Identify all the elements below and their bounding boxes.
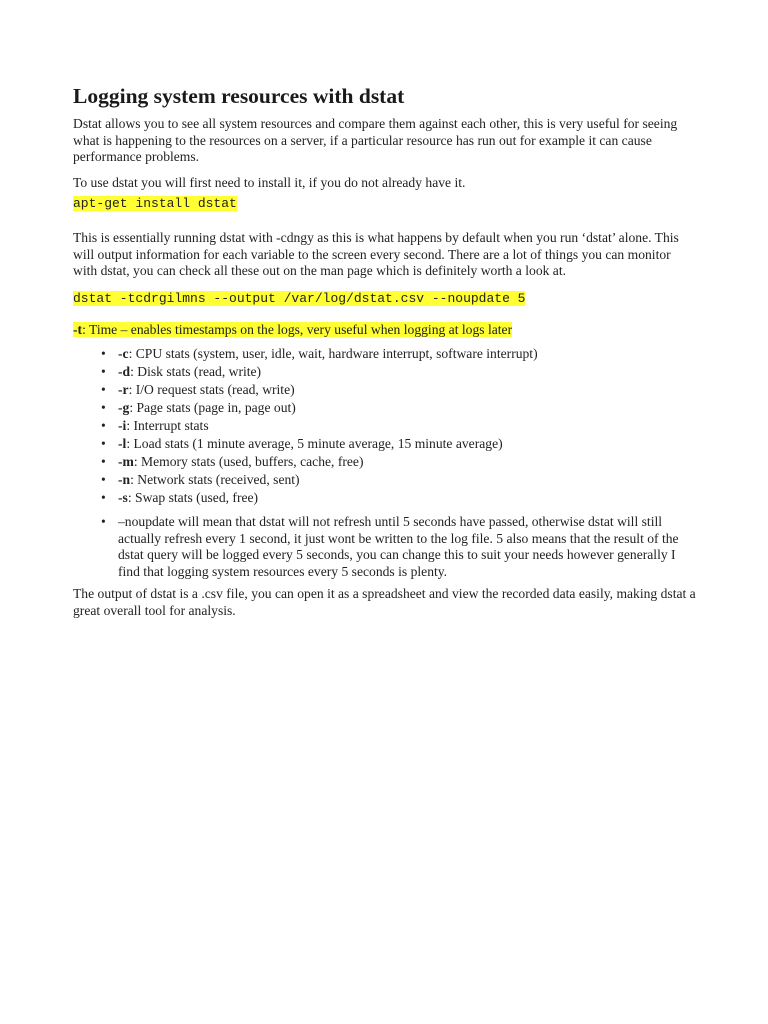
list-item	[73, 435, 698, 453]
option-flag: -c	[118, 346, 129, 361]
install-command	[73, 196, 698, 212]
option-desc: : Swap stats (used, free)	[127, 490, 259, 505]
option-desc: : Load stats (1 minute average, 5 minute average, 15 minute average)	[126, 436, 503, 451]
bullet-icon: •	[101, 490, 106, 505]
bullet-icon: •	[101, 382, 106, 397]
running-paragraph: This is essentially running dstat with -cdngy as this is what happens by default when you run ‘dstat’ alone. This will output information for each variable to the screen every second. There are a lot of things you can monitor with dstat, you can check all these out on the man page which is definitely worth a look at.	[73, 230, 679, 278]
list-item	[73, 514, 698, 580]
option-flag: -r	[118, 382, 129, 397]
bullet-icon: •	[101, 436, 106, 451]
bullet-icon: •	[101, 472, 106, 487]
document-page	[73, 82, 698, 619]
time-option-highlight	[73, 322, 512, 337]
noupdate-note: –noupdate will mean that dstat will not refresh until 5 seconds have passed, otherwise dstat will still actually refresh every 1 second, it just wont be written to the log file. 5 also means that the result of the dstat query will be logged every 5 seconds, you can change this to suit your needs however generally I find that logging system resources every 5 seconds is plenty.	[118, 514, 679, 579]
list-item	[73, 363, 698, 381]
output-paragraph: The output of dstat is a .csv file, you can open it as a spreadsheet and view the recorded data easily, making dstat a great overall tool for analysis.	[73, 586, 696, 618]
example-command	[73, 291, 698, 307]
option-desc: : Network stats (received, sent)	[130, 472, 300, 487]
example-command-text: dstat -tcdrgilmns --output /var/log/dstat.csv --noupdate 5	[73, 290, 526, 306]
option-flag: -n	[118, 472, 131, 487]
list-item	[73, 489, 698, 507]
option-desc: : I/O request stats (read, write)	[128, 382, 295, 397]
install-paragraph: To use dstat you will first need to install it, if you do not already have it.	[73, 174, 466, 190]
option-desc: : CPU stats (system, user, idle, wait, hardware interrupt, software interrupt)	[128, 346, 538, 361]
bullet-icon: •	[101, 346, 106, 361]
option-flag: -s	[118, 490, 128, 505]
bullet-icon: •	[101, 418, 106, 433]
intro-paragraph: Dstat allows you to see all system resources and compare them against each other, this is very useful for seeing what is happening to the resources on a server, if a particular resource has run out for example it can cause performance problems.	[73, 116, 678, 164]
list-item	[73, 399, 698, 417]
option-flag: -m	[118, 454, 134, 469]
option-flag: -g	[118, 400, 130, 415]
option-flag: -d	[118, 364, 131, 379]
list-item	[73, 345, 698, 363]
option-desc: : Page stats (page in, page out)	[129, 400, 296, 415]
option-flag: -l	[118, 436, 127, 451]
options-list	[73, 345, 698, 507]
option-desc: : Interrupt stats	[126, 418, 209, 433]
bullet-icon: •	[101, 400, 106, 415]
list-item	[73, 453, 698, 471]
page-title: Logging system resources with dstat	[73, 84, 405, 108]
bullet-icon: •	[101, 364, 106, 379]
time-option-flag: -t	[73, 321, 83, 337]
bullet-icon: •	[101, 514, 106, 529]
time-option-desc: : Time – enables timestamps on the logs, very useful when logging at logs later	[82, 321, 513, 337]
option-desc: : Disk stats (read, write)	[130, 364, 262, 379]
option-flag: -i	[118, 418, 127, 433]
list-item	[73, 381, 698, 399]
time-option-line	[73, 322, 698, 339]
list-item	[73, 471, 698, 489]
noupdate-list	[73, 514, 698, 580]
bullet-icon: •	[101, 454, 106, 469]
option-desc: : Memory stats (used, buffers, cache, free)	[133, 454, 364, 469]
list-item	[73, 417, 698, 435]
install-command-text: apt-get install dstat	[73, 196, 237, 211]
